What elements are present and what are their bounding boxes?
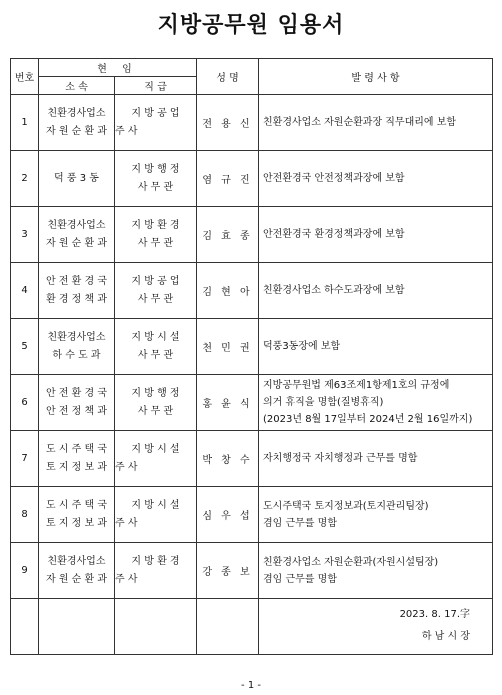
row-name: 홍 윤 식 [197,375,259,431]
row-number: 3 [11,207,39,263]
row-order-detail: 친환경사업소 하수도과장에 보함 [259,263,493,319]
row-number: 4 [11,263,39,319]
row-number: 1 [11,95,39,151]
row-name: 강 종 보 [197,543,259,599]
table-row [11,263,493,319]
row-number: 8 [11,487,39,543]
row-rank: 지 방 행 정 사 무 관 [115,375,197,431]
row-name: 김 효 종 [197,207,259,263]
header-affiliation: 소 속 [39,77,115,95]
row-order-detail: 도시주택국 토지정보과(토지관리팀장) 겸임 근무를 명함 [259,487,493,543]
signature-block [259,599,493,655]
row-order-detail: 자치행정국 자치행정과 근무를 명함 [259,431,493,487]
page-number: - 1 - [241,680,261,691]
row-name: 심 우 섭 [197,487,259,543]
row-rank: 지 방 환 경 주 사 [115,543,197,599]
header-order: 발 령 사 항 [259,59,493,95]
row-order-detail: 덕풍3동장에 보함 [259,319,493,375]
header-no: 번호 [11,59,39,95]
row-rank: 지 방 공 업 주 사 [115,95,197,151]
row-number: 5 [11,319,39,375]
table-row [11,487,493,543]
signature-issuer: 하 남 시 장 [421,631,470,642]
row-rank: 지 방 행 정 사 무 관 [115,151,197,207]
row-rank: 지 방 시 설 사 무 관 [115,319,197,375]
row-name: 전 용 신 [197,95,259,151]
row-number: 2 [11,151,39,207]
table-row [11,431,493,487]
header-rank: 직 급 [115,77,197,95]
row-number: 7 [11,431,39,487]
row-rank: 지 방 시 설 주 사 [115,431,197,487]
row-rank: 지 방 시 설 주 사 [115,487,197,543]
row-affiliation: 친환경사업소 자 원 순 환 과 [39,543,115,599]
row-rank: 지 방 환 경 사 무 관 [115,207,197,263]
table-row [11,543,493,599]
appointment-table [10,58,493,655]
row-number: 9 [11,543,39,599]
table-row [11,95,493,151]
table-row [11,151,493,207]
table-row [11,375,493,431]
row-order-detail: 안전환경국 안전정책과장에 보함 [259,151,493,207]
row-name: 김 현 아 [197,263,259,319]
row-name: 천 민 권 [197,319,259,375]
row-affiliation: 친환경사업소 자 원 순 환 과 [39,95,115,151]
row-order-detail: 친환경사업소 자원순환과(자원시설팀장) 겸임 근무를 명함 [259,543,493,599]
table-row [11,207,493,263]
row-name: 박 창 수 [197,431,259,487]
signature-date: 2023. 8. 17.字 [399,609,470,620]
row-affiliation: 도 시 주 택 국 토 지 정 보 과 [39,487,115,543]
row-affiliation: 친환경사업소 자 원 순 환 과 [39,207,115,263]
page-title: 지방공무원 임용서 [157,13,345,38]
row-order-detail: 친환경사업소 자원순환과장 직무대리에 보함 [259,95,493,151]
header-current: 현 임 [39,59,197,77]
row-affiliation: 덕 풍 3 동 [39,151,115,207]
row-affiliation: 친환경사업소 하 수 도 과 [39,319,115,375]
row-order-detail: 안전환경국 환경정책과장에 보함 [259,207,493,263]
row-number: 6 [11,375,39,431]
row-name: 염 규 진 [197,151,259,207]
row-rank: 지 방 공 업 사 무 관 [115,263,197,319]
row-affiliation: 안 전 환 경 국 환 경 정 책 과 [39,263,115,319]
row-order-detail: 지방공무원법 제63조제1항제1호의 규정에 의거 휴직을 명함(질병휴직) (2023년 8월 17일부터 2024년 2월 16일까지) [259,375,493,431]
header-name: 성 명 [197,59,259,95]
row-affiliation: 도 시 주 택 국 토 지 정 보 과 [39,431,115,487]
table-row [11,319,493,375]
signature-row [11,599,493,655]
table-body [11,95,493,655]
row-affiliation: 안 전 환 경 국 안 전 정 책 과 [39,375,115,431]
